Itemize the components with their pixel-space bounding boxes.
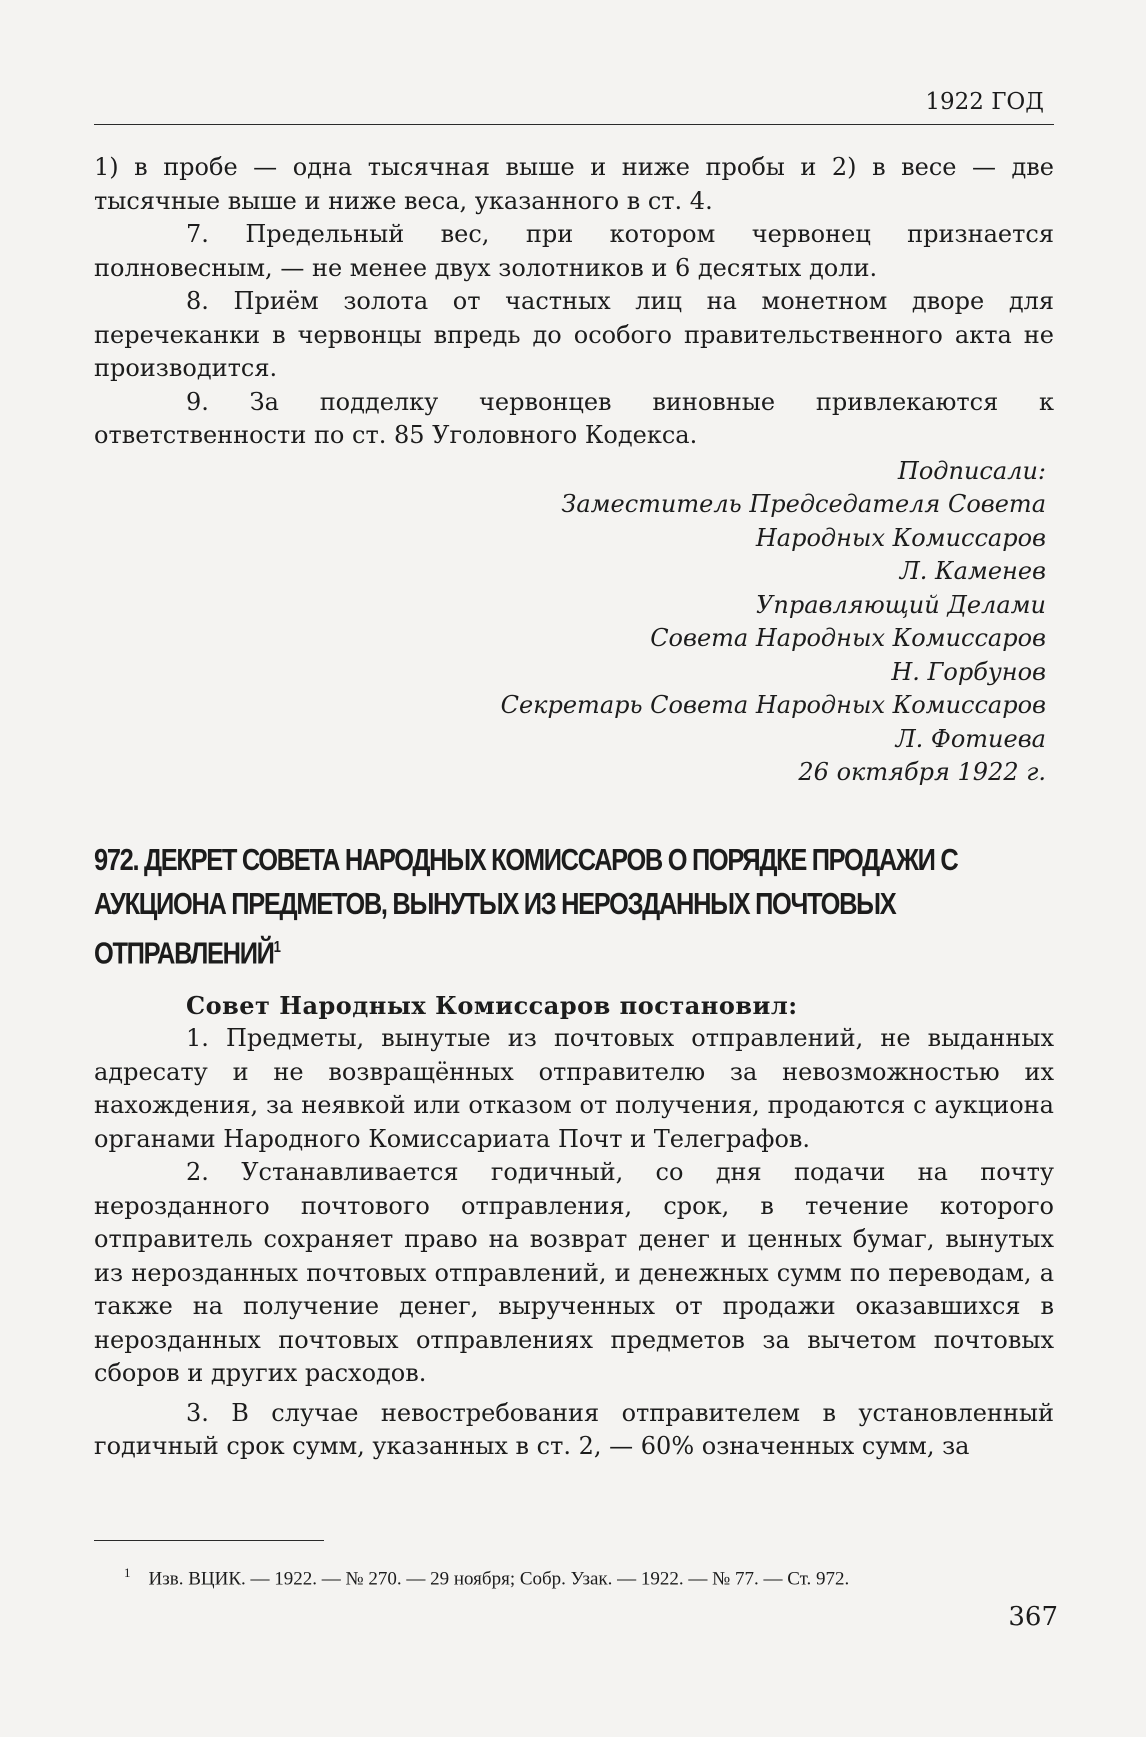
header-rule <box>94 124 1054 125</box>
page-number: 367 <box>1008 1602 1058 1632</box>
decree-paragraph-1: 1. Предметы, вынутые из почтовых отправлений, не выданных адресату и не возвращённых отправителю за невозможностью их нахождения, за неявкой или отказом от получения, продаются с аукциона органами Народного Комиссариата Почт и Телеграфов. <box>94 1024 1054 1153</box>
running-head: 1922 ГОД <box>925 89 1044 115</box>
signatory-name: Л. Каменев <box>899 557 1046 585</box>
signature-line: Совета Народных Комиссаров <box>650 624 1046 652</box>
footnote <box>94 1560 1054 1592</box>
signature-block <box>94 455 1054 790</box>
paragraph-8: 8. Приём золота от частных лиц на монетном дворе для перечеканки в червонцы впредь до особого правительственного акта не производится. <box>94 287 1054 382</box>
signatory-name: Н. Горбунов <box>891 657 1046 686</box>
page-content <box>94 82 1054 1464</box>
paragraph-7: 7. Предельный вес, при котором червонец признается полновесным, — не менее двух золотников и 6 десятых доли. <box>94 220 1054 282</box>
footnote-reference: 1 <box>273 938 281 956</box>
signature-date: 26 октября 1922 г. <box>798 758 1046 786</box>
signed-label: Подписали: <box>897 456 1046 485</box>
decree-title <box>94 838 1062 975</box>
paragraph-1: 1) в пробе — одна тысячная выше и ниже пробы и 2) в весе — две тысячные выше и ниже веса, указанного в ст. 4. <box>94 153 1054 215</box>
signature-line: Заместитель Председателя Совета <box>561 490 1046 518</box>
decree-paragraph-3: 3. В случае невостребования отправителем в установленный годичный срок сумм, указанных в ст. 2, — 60% означенных сумм, за <box>94 1398 1054 1461</box>
signature-line: Секретарь Совета Народных Комиссаров <box>500 691 1046 719</box>
signatory-name: Л. Фотиева <box>895 724 1046 753</box>
signature-line: Народных Комиссаров <box>755 523 1046 552</box>
resolved-heading: Совет Народных Комиссаров постановил: <box>186 990 798 1020</box>
footnote-rule <box>94 1540 324 1541</box>
paragraph-9: 9. За подделку червонцев виновные привлекаются к ответственности по ст. 85 Уголовного Кодекса. <box>94 387 1054 449</box>
footnote-text: Изв. ВЦИК. — 1922. — № 270. — 29 ноября; Собр. Узак. — 1922. — № 77. — Ст. 972. <box>148 1568 850 1590</box>
signature-line: Управляющий Делами <box>756 590 1046 619</box>
decree-paragraph-2: 2. Устанавливается годичный, со дня подачи на почту нерозданного почтового отправления, срок, в течение которого отправитель сохраняет право на возврат денег и ценных бумаг, вынутых из нерозданных почтовых отправлений, и денежных сумм по переводам, а также на получение денег, вырученных от продажи оказавшихся в нерозданных почтовых отправлениях предметов за вычетом почтовых сборов и других расходов. <box>94 1158 1054 1388</box>
decree-title-text: 972. ДЕКРЕТ СОВЕТА НАРОДНЫХ КОМИССАРОВ О ПОРЯДКЕ ПРОДАЖИ С АУКЦИОНА ПРЕДМЕТОВ, ВЫНУТЫХ ИЗ НЕРОЗДАННЫХ ПОЧТОВЫХ ОТПРАВЛЕНИЙ <box>94 841 958 970</box>
footnote-mark: 1 <box>124 1565 131 1580</box>
